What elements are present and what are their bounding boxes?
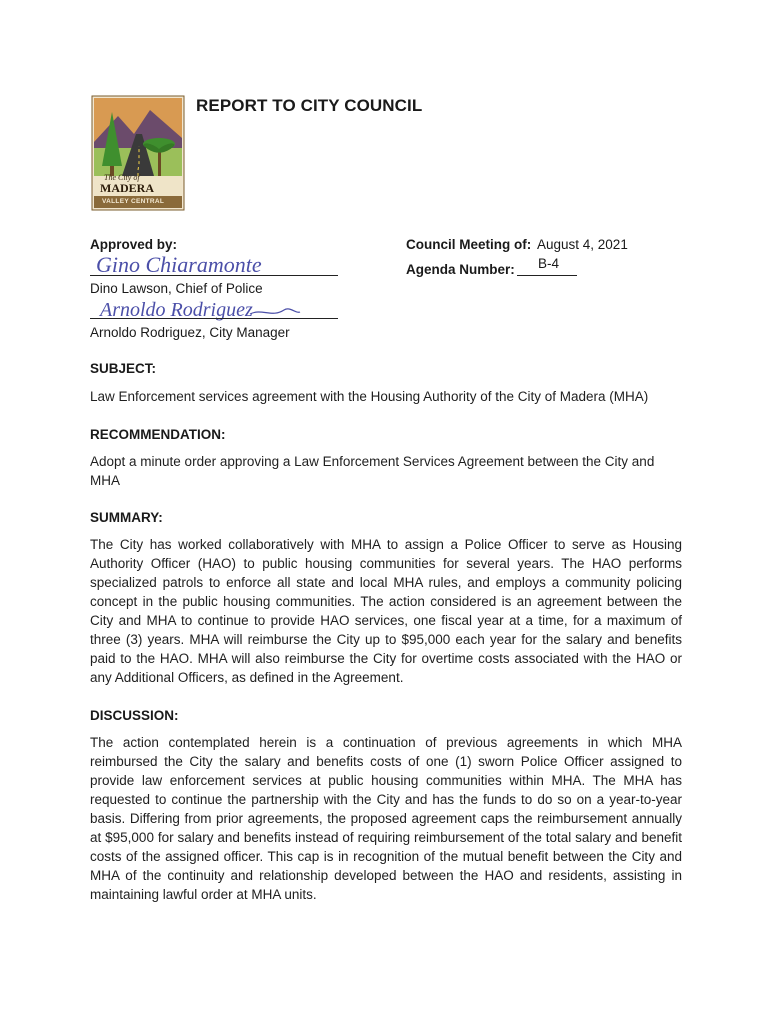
discussion-text: The action contemplated herein is a continuation of previous agreements in which MHA reimbursed the City the salary and benefits costs of one (1) sworn Police Officer assigned to provide law enforcement services at public housing communities within MHA. The MHA has requested to continue the partnership with the City and has the funds to do so on a year-to-year basis. Differing from prior agreements, the proposed agreement caps the reimbursement annually at $95,000 for salary and benefits instead of requiring reimbursement of the total salary and benefit costs of the assigned officer. This cap is in recognition of the mutual benefit between the City and MHA of the continuity and relationship developed between the HAO and residents, assisting in maintaining lawful order at MHA units.	[90, 735, 682, 902]
logo-text-line1: The City of	[104, 173, 140, 182]
discussion-heading: DISCUSSION:	[90, 708, 179, 723]
signature-text-1: Gino Chiaramonte	[96, 252, 262, 277]
council-meeting-date: August 4, 2021	[537, 237, 628, 252]
council-meeting-label: Council Meeting of:	[406, 237, 532, 252]
signature-line-2	[90, 318, 338, 319]
signature-line-1	[90, 275, 338, 276]
recommendation-text: Adopt a minute order approving a Law Enforcement Services Agreement between the City and MHA	[90, 454, 655, 488]
recommendation-heading: RECOMMENDATION:	[90, 427, 226, 442]
summary-text: The City has worked collaboratively with MHA to assign a Police Officer to serve as Housing Authority Officer (HAO) to public housing communities for several years. The HAO performs specialized patrols to enforce all state and local MHA rules, and employs a community policing concept in the public housing communities. The action considered is an agreement between the City and MHA to continue to provide HAO services, one fiscal year at a time, for a maximum of three (3) years. MHA will reimburse the City up to $95,000 each year for the salary and benefits paid to the HAO. MHA will also reimburse the City for overtime costs associated with the HAO or any Additional Officers, as defined in the Agreement.	[90, 537, 682, 685]
logo-text-line2: MADERA	[100, 181, 154, 195]
subject-heading: SUBJECT:	[90, 361, 157, 376]
logo-text-line3: VALLEY CENTRAL	[102, 198, 165, 205]
agenda-number-line	[517, 275, 577, 276]
summary-heading: SUMMARY:	[90, 510, 163, 525]
subject-text: Law Enforcement services agreement with the Housing Authority of the City of Madera (MHA)	[90, 389, 649, 404]
agenda-number-value: B-4	[538, 256, 560, 271]
agenda-number-label: Agenda Number:	[406, 262, 515, 277]
report-title: REPORT TO CITY COUNCIL	[196, 96, 423, 115]
signature-gino-chiaramonte	[96, 250, 276, 282]
signer-chief-of-police: Dino Lawson, Chief of Police	[90, 281, 263, 296]
approved-by-label: Approved by:	[90, 237, 178, 252]
signer-city-manager: Arnoldo Rodriguez, City Manager	[90, 325, 290, 340]
signature-text-2: Arnoldo Rodriguez	[100, 299, 253, 321]
